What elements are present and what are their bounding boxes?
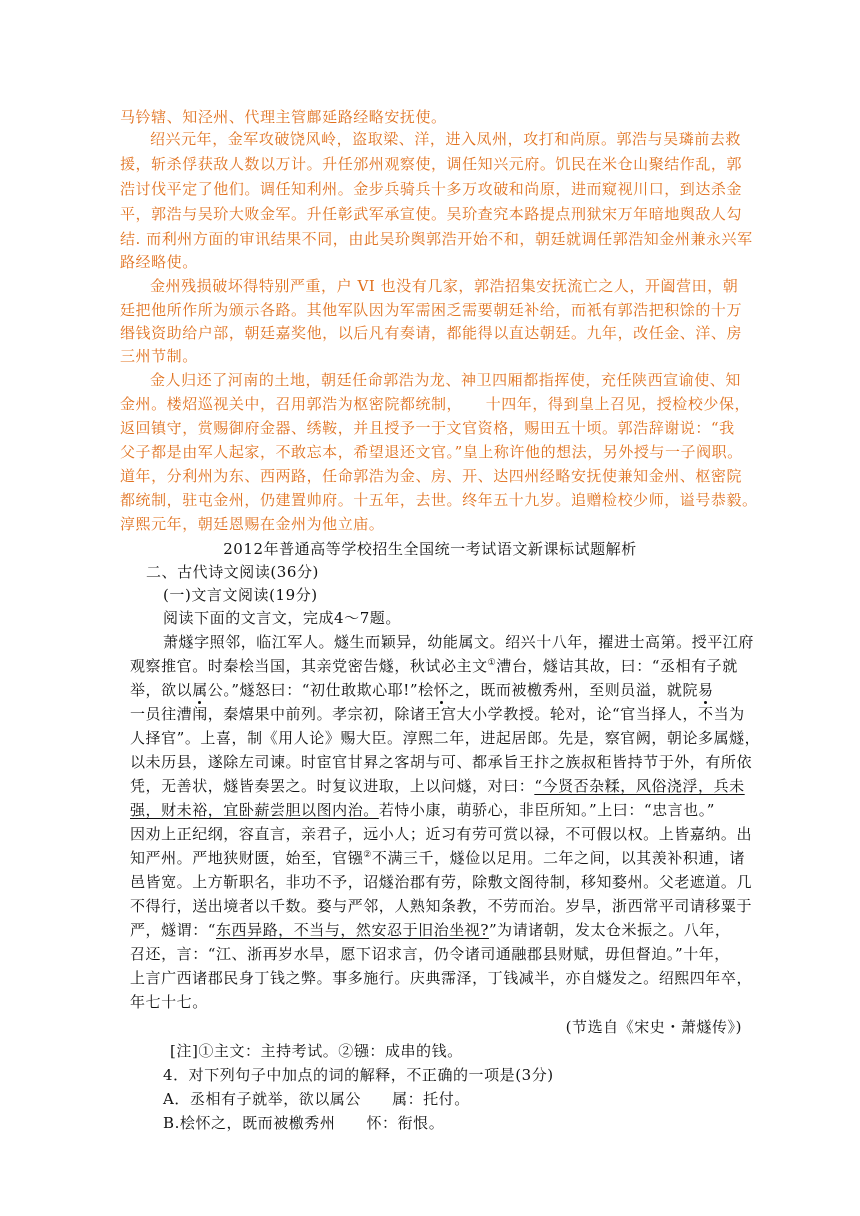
passage-line: 观察推官。时秦桧当国，其亲党密告燧，秋试必主文①漕台，燧诘其故，曰：“丞相有子就	[130, 657, 738, 675]
subsection-heading: (一)文言文阅读(19分)	[163, 586, 318, 604]
translation-line: 绍兴元年，金军攻破饶风岭，盗取梁、洋，进入凤州，攻打和尚原。郭浩与吴璘前去救	[150, 130, 741, 148]
passage-line: 年七十七。	[130, 993, 208, 1011]
section-heading: 二、古代诗文阅读(36分)	[146, 563, 319, 581]
passage-line: 凭，无善状，燧皆奏罢之。时复议进取，上以问燧，对曰：“今贤否杂糅，风俗浇浮，兵未	[130, 777, 745, 795]
footnote-marker: ①	[487, 658, 497, 668]
translation-line: 平，郭浩与吴玠大败金军。升任彰武军承宣使。吴玠查究本路提点刑狱宋万年暗地舆敌人勾	[120, 205, 743, 223]
instruction-text: 阅读下面的文言文，完成4～7题。	[163, 609, 401, 627]
translation-line: 返回镇守，赏赐御府金器、绣鞍，并且授予一于文官资格，赐田五十顷。郭浩辞谢说：“我	[120, 419, 735, 437]
passage-line: 举，欲以属公。”燧怒曰：“初仕敢欺心耶!”桧怀之，既而被檄秀州，至则员溢，就院易	[130, 681, 714, 699]
passage-line: 因劝上正纪纲，容直言，亲君子，远小人；近习有劳可赏以禄，不可假以权。上皆嘉纳。出	[130, 825, 753, 843]
passage-line: 知严州。严地狭财匮，始至，官镪②不满三千，燧俭以足用。二年之间，以其羡补积逋，诸	[130, 849, 746, 867]
passage-line: 上言广西诸郡民身丁钱之弊。事多施行。庆典霈泽，丁钱减半，亦自燧发之。绍熙四年卒，	[130, 969, 753, 987]
translation-line: 父子都是由军人起家，不敢忘本，希望退还文官。”皇上称许他的想法，另外授与一子阀职。	[120, 443, 743, 461]
translation-line: 缗钱资助给户部，朝廷嘉奖他，以后凡有奏请，都能得以直达朝廷。九年，改任金、洋、房	[120, 324, 743, 342]
footnote-marker: ②	[363, 850, 372, 860]
translation-line: 金人归还了河南的土地，朝廷任命郭浩为龙、神卫四厢都指挥使，充任陕西宣谕使、知	[150, 371, 741, 389]
dotted-word: 属	[192, 681, 208, 699]
underlined-sentence: 东西异路，不当与，然安忍于旧治坐视?	[215, 921, 489, 939]
passage-line: 召还，言：“江、浙再岁水旱，愿下诏求言，仍令诸司通融郡县财赋，毋但督迫。”十年，	[130, 945, 730, 963]
passage-line: 强，财未裕，宜卧薪尝胆以图内治。若恃小康，萌骄心，非臣所知。”上曰：“忠言也。”	[130, 801, 716, 819]
source-citation: (节选自《宋史・萧燧传》)	[565, 1018, 742, 1036]
passage-line: 严，燧谓：“东西异路，不当与，然安忍于旧治坐视?”为请诸朝，发太仓米振之。八年，	[130, 921, 731, 939]
translation-line: 淳熙元年，朝廷恩赐在金州为他立庙。	[120, 515, 385, 533]
translation-line: 马钤辖、知泾州、代理主管鄜延路经略安抚使。	[120, 108, 447, 126]
translation-line: 金州。楼炤巡视关中，召用郭浩为枢密院都统制， 十四年，得到皇上召见，授检校少保，	[120, 395, 751, 413]
option-a: A．丞相有子就举，欲以属公 属：托付。	[163, 1090, 470, 1108]
translation-line: 都统制，驻屯金州，仍建置帅府。十五年，去世。终年五十九岁。追赠检校少师，谥号恭毅。	[120, 491, 758, 509]
footnote: [注]①主文：主持考试。②镪：成串的钱。	[170, 1042, 463, 1060]
translation-line: 援，斩杀俘获敌人数以万计。升任邠州观察使，调任知兴元府。饥民在米仓山聚结作乱，郭	[120, 155, 743, 173]
underlined-sentence: 强，财未裕，宜卧薪尝胆以图内治。	[130, 801, 379, 819]
exam-title: 2012年普通高等学校招生全国统一考试语文新课标试题解析	[223, 540, 637, 558]
passage-line: 不得行，送出境者以千数。婺与严邻，人熟知条教，不劳而治。岁旱，浙西常平司请移粟于	[130, 897, 753, 915]
dotted-word: 怀	[433, 681, 450, 699]
passage-line: 一员往漕闱，秦熺果中前列。孝宗初，除诸王宫大小学教授。轮对，论“官当择人，不当为	[130, 705, 745, 723]
translation-line: 道年，分利州为东、西两路，任命郭浩为金、房、开、达四州经略安抚使兼知金州、枢密院	[120, 467, 743, 485]
question-4: 4．对下列句子中加点的词的解释，不正确的一项是(3分)	[163, 1066, 554, 1084]
translation-line: 浩讨伐平定了他们。调任知利州。金步兵骑兵十多万攻破和尚原，进而窥视川口，到达杀金	[120, 180, 743, 198]
passage-line: 以未历县，遂除左司谏。时宦官甘昪之客胡与可、都承旨王抃之族叔秬皆持节于外，有所依	[130, 753, 753, 771]
translation-line: 廷把他所作所为颁示各路。其他军队因为军需困乏需要朝廷补给，而衹有郭浩把积馀的十万	[120, 301, 743, 319]
dotted-word: 易	[698, 681, 714, 699]
passage-line: 萧燧字照邻，临江军人。燧生而颖异，幼能属文。绍兴十八年，擢进士高第。授平江府	[163, 633, 754, 651]
translation-line: 路经略使。	[120, 253, 198, 271]
translation-line: 金州残损破坏得特别严重，户 VI 也没有几家，郭浩招集安抚流亡之人，开阖营田，朝	[150, 277, 739, 295]
passage-line: 人择官”。上喜，制《用人论》赐大臣。淳熙二年，进起居郎。先是，察官阙，朝论多属燧，	[130, 729, 761, 747]
translation-line: 三州节制。	[120, 347, 198, 365]
passage-line: 邑皆宽。上方靳职名，非功不予，诏燧治郡有劳，除敷文阁待制，移知婺州。父老遮道。几	[130, 873, 753, 891]
option-b: B.桧怀之，既而被檄秀州 怀：衔恨。	[163, 1114, 445, 1132]
underlined-sentence: “今贤否杂糅，风俗浇浮，兵未	[534, 777, 745, 795]
translation-line: 结. 而利州方面的审讯结果不同，由此吴玠舆郭浩开始不和，朝廷就调任郭浩知金州兼永兴军	[120, 230, 753, 248]
